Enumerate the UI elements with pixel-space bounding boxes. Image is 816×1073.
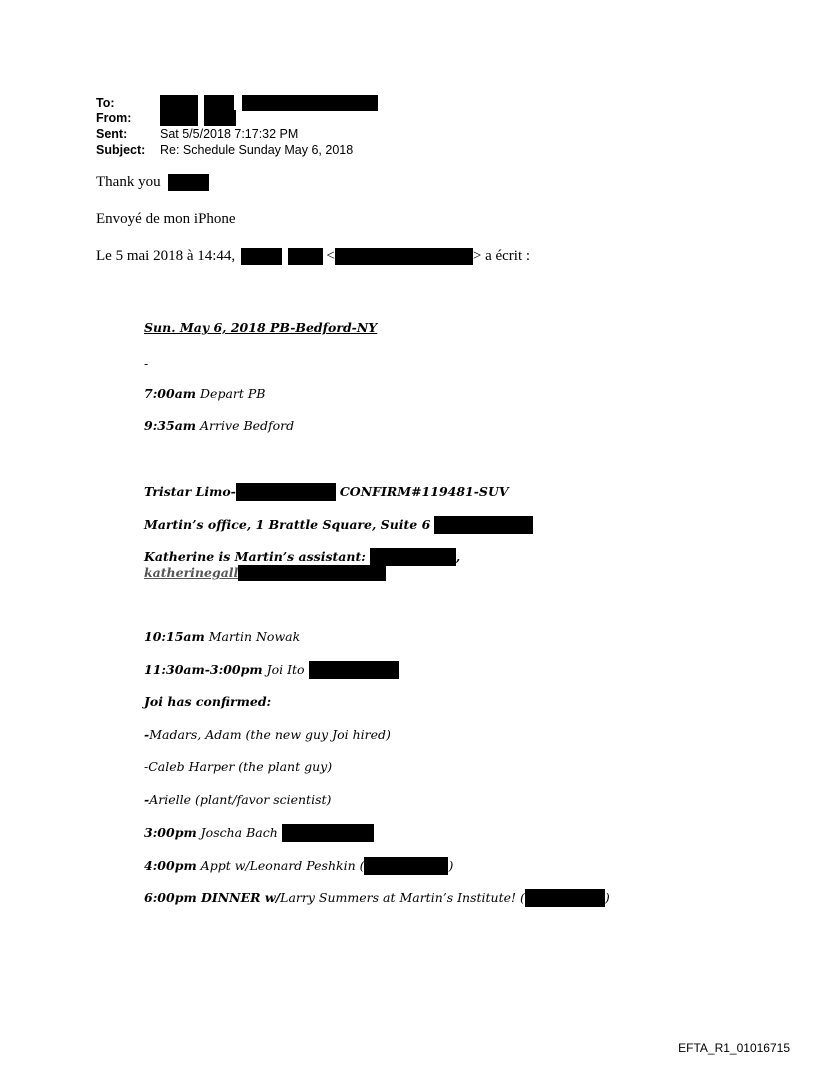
- schedule-item-joi: [144, 661, 399, 679]
- quote-intro-prefix: Le 5 mai 2018 à 14:44,: [96, 248, 236, 264]
- redaction-box: [335, 248, 473, 265]
- guest1-text: Madars, Adam (the new guy Joi hired): [149, 727, 391, 742]
- limo-label: Tristar Limo-: [144, 484, 236, 499]
- redaction-box: [236, 483, 336, 501]
- redaction-box: [282, 824, 374, 842]
- schedule-title: [144, 320, 377, 335]
- assistant-email[interactable]: katherinegall: [144, 565, 239, 580]
- from-value: [160, 110, 236, 126]
- dinner-close: ): [604, 890, 610, 905]
- email-header: [96, 96, 496, 160]
- arrive-time: 9:35am: [144, 418, 197, 433]
- t1015-time: 10:15am: [144, 629, 205, 644]
- peshkin-time: 4:00pm: [144, 858, 197, 873]
- schedule-item-arrive: [144, 418, 294, 433]
- signature-line: Envoyé de mon iPhone: [96, 211, 236, 227]
- redaction-box: [370, 548, 456, 566]
- assistant-text: Katherine is Martin’s assistant:: [144, 549, 366, 564]
- to-label: To:: [96, 96, 115, 110]
- guest3-dash: -: [144, 792, 150, 807]
- sent-label: Sent:: [96, 127, 128, 141]
- t1015-text: Martin Nowak: [208, 629, 301, 644]
- redaction-box: [160, 95, 198, 111]
- joscha-text: Joscha Bach: [200, 825, 278, 840]
- document-id: EFTA_R1_01016715: [678, 1041, 790, 1055]
- peshkin-close: ): [448, 858, 454, 873]
- dinner-text: Larry Summers at Martin’s Institute! (: [280, 890, 525, 905]
- schedule-title-text: Sun. May 6, 2018 PB-Bedford-NY: [144, 320, 378, 335]
- arrive-text: Arrive Bedford: [200, 418, 295, 433]
- schedule-item-depart: [144, 386, 265, 401]
- thanks-text: Thank you: [96, 174, 161, 190]
- schedule-guest-3: [144, 792, 331, 807]
- redaction-box: [434, 516, 533, 534]
- schedule-item-dinner: [144, 889, 610, 907]
- redaction-box: [309, 661, 399, 679]
- joi-time: 11:30am-3:00pm: [144, 662, 263, 677]
- quote-intro-suffix: > a écrit :: [472, 248, 531, 264]
- redaction-box: [288, 248, 323, 265]
- redaction-box: [241, 248, 282, 265]
- redaction-box: [525, 889, 605, 907]
- schedule-guest-1: [144, 727, 391, 742]
- schedule-item-peshkin: [144, 857, 453, 875]
- sent-value: Sat 5/5/2018 7:17:32 PM: [160, 127, 299, 141]
- office-text: Martin’s office, 1 Brattle Square, Suite 6: [144, 517, 431, 532]
- schedule-item-limo: [144, 483, 509, 501]
- redaction-box: [204, 95, 234, 111]
- joi-text: Joi Ito: [266, 662, 305, 677]
- limo-confirm: CONFIRM#119481-SUV: [339, 484, 509, 499]
- to-value: [160, 95, 378, 111]
- depart-text: Depart PB: [200, 386, 266, 401]
- redaction-box: [204, 110, 236, 126]
- assistant-comma: ,: [455, 549, 461, 564]
- peshkin-text: Appt w/Leonard Peshkin (: [200, 858, 365, 873]
- schedule-item-1015: [144, 629, 300, 644]
- redaction-box: [160, 110, 198, 126]
- depart-time: 7:00am: [144, 386, 197, 401]
- thanks-line: [96, 174, 209, 191]
- guest3-text: Arielle (plant/favor scientist): [149, 792, 332, 807]
- redaction-box: [168, 174, 209, 191]
- schedule-item-assistant-email: [144, 565, 386, 581]
- schedule-dash: -: [144, 356, 149, 371]
- schedule-guest-2: -Caleb Harper (the plant guy): [144, 759, 333, 774]
- schedule-item-assistant: [144, 548, 460, 566]
- joscha-time: 3:00pm: [144, 825, 197, 840]
- redaction-box: [364, 857, 448, 875]
- joi-confirmed-text: Joi has confirmed:: [144, 694, 272, 709]
- subject-label: Subject:: [96, 143, 146, 157]
- quote-intro-lt: <: [326, 248, 335, 264]
- from-label: From:: [96, 111, 132, 125]
- subject-value: Re: Schedule Sunday May 6, 2018: [160, 143, 354, 157]
- guest1-dash: -: [144, 727, 150, 742]
- schedule-item-joi-confirmed: [144, 694, 271, 709]
- redaction-box: [242, 95, 378, 111]
- dinner-time: 6:00pm DINNER w/: [144, 890, 281, 905]
- schedule-item-joscha: [144, 824, 374, 842]
- redaction-box: [238, 565, 386, 581]
- schedule-item-office: [144, 516, 533, 534]
- quote-intro-line: [96, 248, 530, 265]
